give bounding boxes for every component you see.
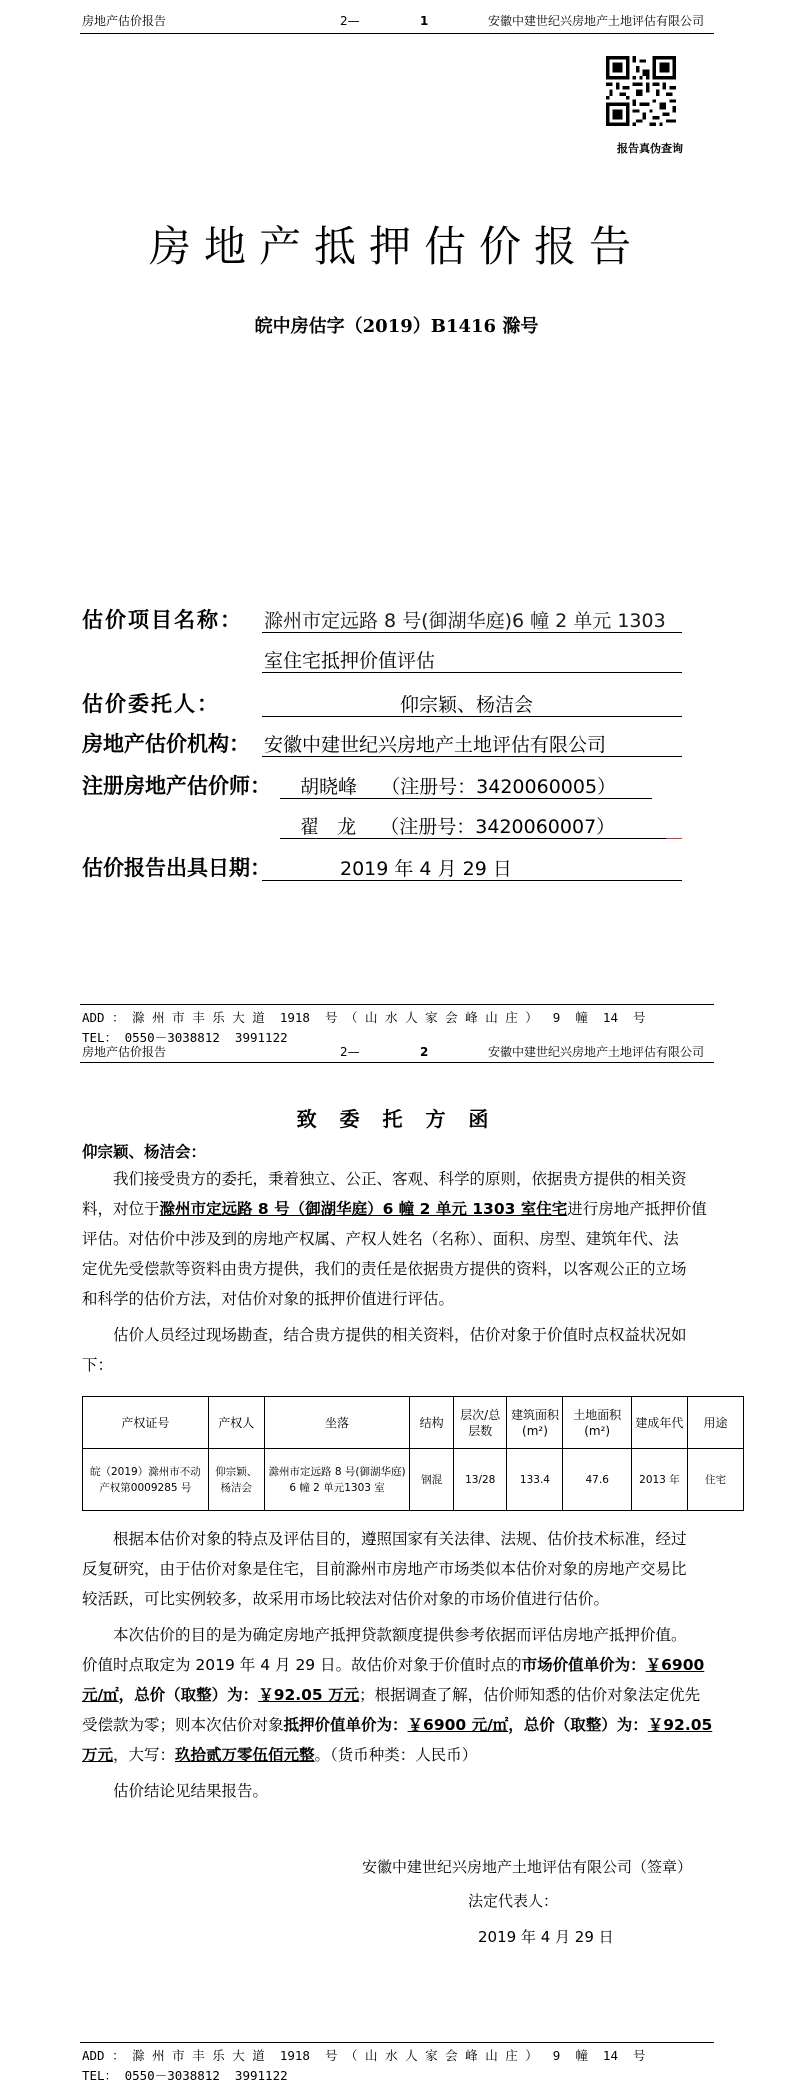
header-page-left: 2—	[340, 14, 360, 28]
letter-title: 致 委 托 方 函	[296, 1107, 497, 1131]
p2-line-1: 估价人员经过现场勘查，结合贵方提供的相关资料，估价对象于价值时点权益状况如	[113, 1326, 687, 1344]
table-cell: 133.4	[507, 1449, 563, 1511]
p1-line-4: 定优先受偿款等资料由贵方提供，我们的责任是依据贵方提供的资料，以客观公正的立场	[82, 1260, 687, 1278]
report-title: 房地产抵押估价报告	[148, 222, 644, 271]
table-cell: 仰宗颖、杨洁会	[208, 1449, 264, 1511]
table-header: 产权证号	[83, 1397, 209, 1449]
table-header: 结构	[410, 1397, 454, 1449]
table-row	[83, 1449, 744, 1511]
appraiser-label: 注册房地产估价师：	[82, 774, 271, 798]
table-header: 层次/总层数	[453, 1397, 507, 1449]
date-value: 2019 年 4 月 29 日	[340, 858, 512, 880]
p3-line-1: 根据本估价对象的特点及评估目的，遵照国家有关法律、法规、估价技术标准，经过	[113, 1530, 687, 1548]
project-name-value: 滁州市定远路 8 号(御湖华庭)6 幢 2 单元 1303	[264, 610, 666, 632]
org-label: 房地产估价机构：	[82, 732, 250, 756]
p4-line-4: 受偿款为零；则本次估价对象抵押价值单价为：￥6900 元/㎡，总价（取整）为：￥92.05	[82, 1716, 713, 1734]
amount-in-words: 玖拾贰万零伍佰元整	[175, 1746, 315, 1764]
signature-company: 安徽中建世纪兴房地产土地评估有限公司（签章）	[362, 1858, 693, 1876]
table-cell: 住宅	[687, 1449, 743, 1511]
client-underline	[262, 716, 682, 717]
signature-representative: 法定代表人：	[468, 1892, 559, 1910]
client-value: 仰宗颖、杨洁会	[400, 694, 534, 716]
table-header: 产权人	[208, 1397, 264, 1449]
table-header: 建成年代	[631, 1397, 687, 1449]
project-underline-1	[262, 632, 682, 633]
p1-line-1: 我们接受贵方的委托，秉着独立、公正、客观、科学的原则，依据贵方提供的相关资	[113, 1170, 687, 1188]
table-cell: 2013 年	[631, 1449, 687, 1511]
property-address: 滁州市定远路 8 号（御湖华庭）6 幢 2 单元 1303 室住宅	[159, 1200, 568, 1218]
table-cell: 钢混	[410, 1449, 454, 1511]
qr-caption: 报告真伪查询	[617, 142, 683, 155]
p1-line-5: 和科学的估价方法，对估价对象的抵押价值进行评估。	[82, 1290, 455, 1308]
qr-code-icon	[606, 56, 676, 126]
header-page-number: 2	[420, 1045, 429, 1059]
org-value: 安徽中建世纪兴房地产土地评估有限公司	[264, 734, 607, 756]
market-unit-price: ￥6900	[645, 1656, 705, 1674]
footer-rule-1	[80, 1004, 714, 1005]
mortgage-total-price: ￥92.05	[647, 1716, 713, 1734]
header-page-left: 2—	[340, 1045, 360, 1059]
table-header-row	[83, 1397, 744, 1449]
table-cell: 滁州市定远路 8 号(御湖华庭) 6 幢 2 单元1303 室	[264, 1449, 410, 1511]
table-cell: 47.6	[563, 1449, 631, 1511]
p3-line-2: 反复研究，由于估价对象是住宅，目前滁州市房地产市场类似本估价对象的房地产交易比	[82, 1560, 687, 1578]
property-table	[82, 1396, 744, 1511]
p2-line-2: 下：	[82, 1356, 114, 1374]
table-header: 坐落	[264, 1397, 410, 1449]
table-cell: 13/28	[453, 1449, 507, 1511]
appraiser-red-mark	[666, 838, 682, 839]
table-header: 土地面积(m²)	[563, 1397, 631, 1449]
client-label: 估价委托人：	[82, 692, 220, 716]
header-page-number: 1	[420, 14, 429, 28]
p3-line-3: 较活跃，可比实例较多，故采用市场比较法对估价对象的市场价值进行估价。	[82, 1590, 610, 1608]
p4-line-5: 万元，大写：玖拾贰万零伍佰元整。（货币种类：人民币）	[82, 1746, 478, 1764]
footer-rule-2	[80, 2042, 714, 2043]
p4-line-1: 本次估价的目的是为确定房地产抵押贷款额度提供参考依据而评估房地产抵押价值。	[113, 1626, 687, 1644]
p1-line-2: 料，对位于滁州市定远路 8 号（御湖华庭）6 幢 2 单元 1303 室住宅进行房地产抵押价值	[82, 1200, 707, 1218]
appraiser-underline-1	[280, 798, 652, 799]
table-cell: 皖（2019）滁州市不动产权第0009285 号	[83, 1449, 209, 1511]
date-underline	[262, 880, 682, 881]
paragraph-1	[82, 1164, 722, 1314]
appraiser-2: 翟 龙 （注册号：3420060007）	[300, 816, 616, 838]
footer-tel: TEL： 0550－3038812 3991122	[82, 2068, 288, 2083]
header-right: 安徽中建世纪兴房地产土地评估有限公司	[488, 1045, 705, 1059]
market-total-price: ￥92.05 万元	[258, 1686, 360, 1704]
project-name-label: 估价项目名称：	[82, 608, 243, 632]
table-header: 建筑面积(m²)	[507, 1397, 563, 1449]
p4-line-3: 元/㎡，总价（取整）为：￥92.05 万元；根据调查了解，估价师知悉的估价对象法定优先	[82, 1686, 701, 1704]
project-name-value-line2: 室住宅抵押价值评估	[264, 650, 436, 672]
footer-address: ADD ： 滁 州 市 丰 乐 大 道 1918 号 （ 山 水 人 家 会 峰 山 庄 ） 9 幢 14 号	[82, 2048, 646, 2063]
mortgage-unit-price: ￥6900 元/㎡	[407, 1716, 509, 1734]
report-number: 皖中房估字（2019）B1416 滁号	[254, 316, 539, 337]
header-rule	[80, 33, 714, 34]
header-left: 房地产估价报告	[82, 1045, 167, 1059]
date-label: 估价报告出具日期：	[82, 856, 271, 880]
header-right: 安徽中建世纪兴房地产土地评估有限公司	[488, 14, 705, 28]
paragraph-2	[82, 1320, 722, 1380]
project-underline-2	[262, 672, 682, 673]
signature-date: 2019 年 4 月 29 日	[478, 1928, 614, 1946]
paragraph-5: 估价结论见结果报告。	[113, 1782, 269, 1800]
table-header: 用途	[687, 1397, 743, 1449]
footer-tel: TEL： 0550－3038812 3991122	[82, 1030, 288, 1045]
header-left: 房地产估价报告	[82, 14, 167, 28]
p1-line-3: 评估。对估价中涉及到的房地产权属、产权人姓名（名称）、面积、房型、建筑年代、法	[82, 1230, 679, 1248]
appraiser-underline-2	[280, 838, 672, 839]
org-underline	[262, 756, 682, 757]
paragraph-4	[82, 1620, 722, 1770]
footer-address: ADD ： 滁 州 市 丰 乐 大 道 1918 号 （ 山 水 人 家 会 峰 山 庄 ） 9 幢 14 号	[82, 1010, 646, 1025]
appraiser-1: 胡晓峰 （注册号：3420060005）	[300, 776, 617, 798]
p4-line-2: 价值时点取定为 2019 年 4 月 29 日。故估价对象于价值时点的市场价值单价为：￥6900	[82, 1656, 705, 1674]
header-rule	[80, 1062, 714, 1063]
paragraph-3	[82, 1524, 722, 1614]
salutation: 仰宗颖、杨洁会：	[82, 1143, 207, 1161]
